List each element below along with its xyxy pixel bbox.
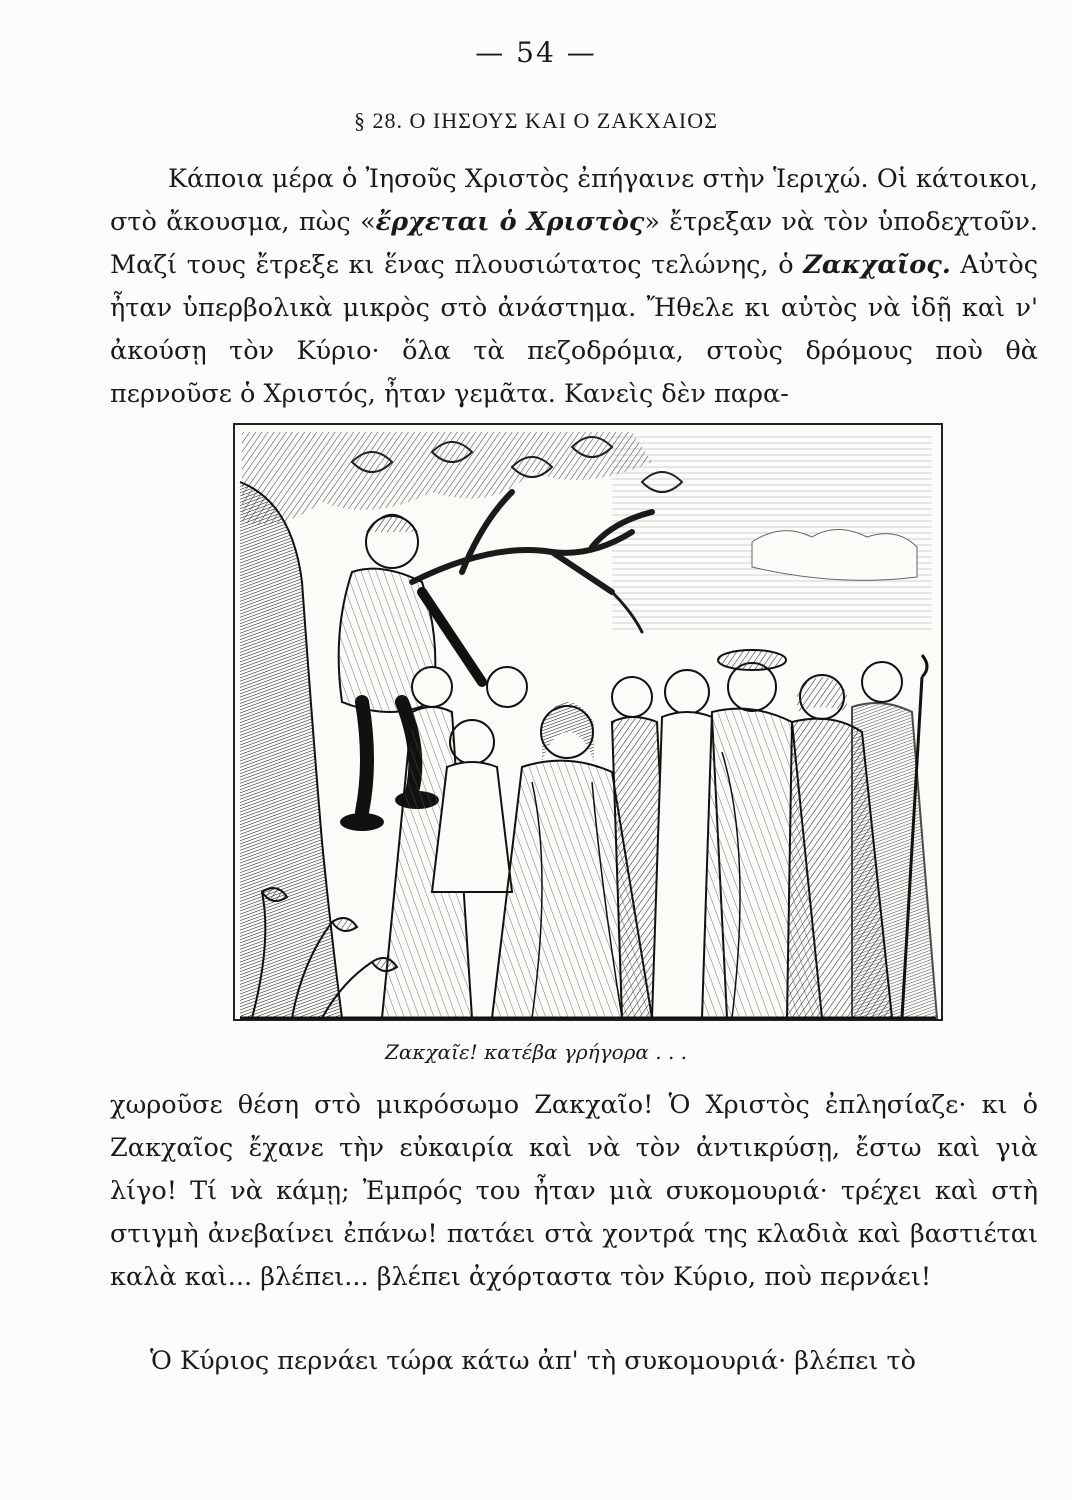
section-heading: § 28. Ο ΙΗΣΟΥΣ ΚΑΙ Ο ΖΑΚΧΑΙΟΣ <box>354 108 718 133</box>
sky-hatching <box>612 432 932 632</box>
hat <box>718 650 786 670</box>
figure-caption: Ζακχαῖε! κατέβα γρήγορα . . . <box>384 1040 688 1064</box>
paragraph-body: χωροῦσε θέση στὸ μικρόσωμο Ζακχαῖο! Ὁ Χριστὸς ἐπλησίαζε· κι ὁ Ζακχαῖος ἔχανε τὴν εὐκαιρία καὶ νὰ τὸν ἀντικρύσῃ, ἔστω καὶ γιὰ λίγο! Τί νὰ κάμῃ; Ἐμπρός του ἦταν μιὰ συκομουριά· τρέχει καὶ στὴ στιγμὴ ἀνεβαίνει ἐπάνω! πατάει στὰ χοντρά της κλαδιὰ καὶ βαστιέται καλὰ καὶ... βλέπει... βλέπει ἀχόρταστα τὸν Κύριο, ποὺ περνάει! <box>110 1090 1038 1292</box>
paragraph-continued: Ὁ Κύριος περνάει τώρα κάτω ἀπ' τὴ συκομουριά· βλέπει τὸ <box>150 1346 916 1376</box>
paragraph-intro-text-2: » ἔτρεξαν νὰ τὸν ὑποδεχτοῦν. Μαζί τους ἔτρεξε κι ἕνας πλουσιώτατος τελώνης, ὁ <box>110 207 1038 280</box>
zacchaeus-engraving <box>232 422 944 1022</box>
paragraph-intro-emphasis-1: ἔρχεται ὁ Χριστὸς <box>375 207 645 237</box>
page-number: — 54 — <box>475 36 597 69</box>
paragraph-intro-text-3: Αὐτὸς ἦταν ὑπερβολικὰ μικρὸς στὸ ἀνάστημα. Ἤθελε κι αὐτὸς νὰ ἰδῇ καὶ ν' ἀκούσῃ τὸν Κύριο· ὅλα τὰ πεζοδρόμια, στοὺς δρόμους ποὺ θὰ περνοῦσε ὁ Χριστός, ἦταν γεμᾶτα. Κανεὶς δὲν παρα- <box>110 250 1038 409</box>
paragraph-intro-emphasis-2: Ζακχαῖος. <box>803 250 951 280</box>
cloud <box>752 530 917 581</box>
paragraph-intro-text-1: Κάποια μέρα ὁ Ἰησοῦς Χριστὸς ἐπήγαινε στὴν Ἱεριχώ. Οἱ κάτοικοι, στὸ ἄκουσμα, πὼς « <box>110 164 1038 237</box>
engraving-illustration <box>232 422 944 1022</box>
paragraph-intro <box>110 158 1038 416</box>
